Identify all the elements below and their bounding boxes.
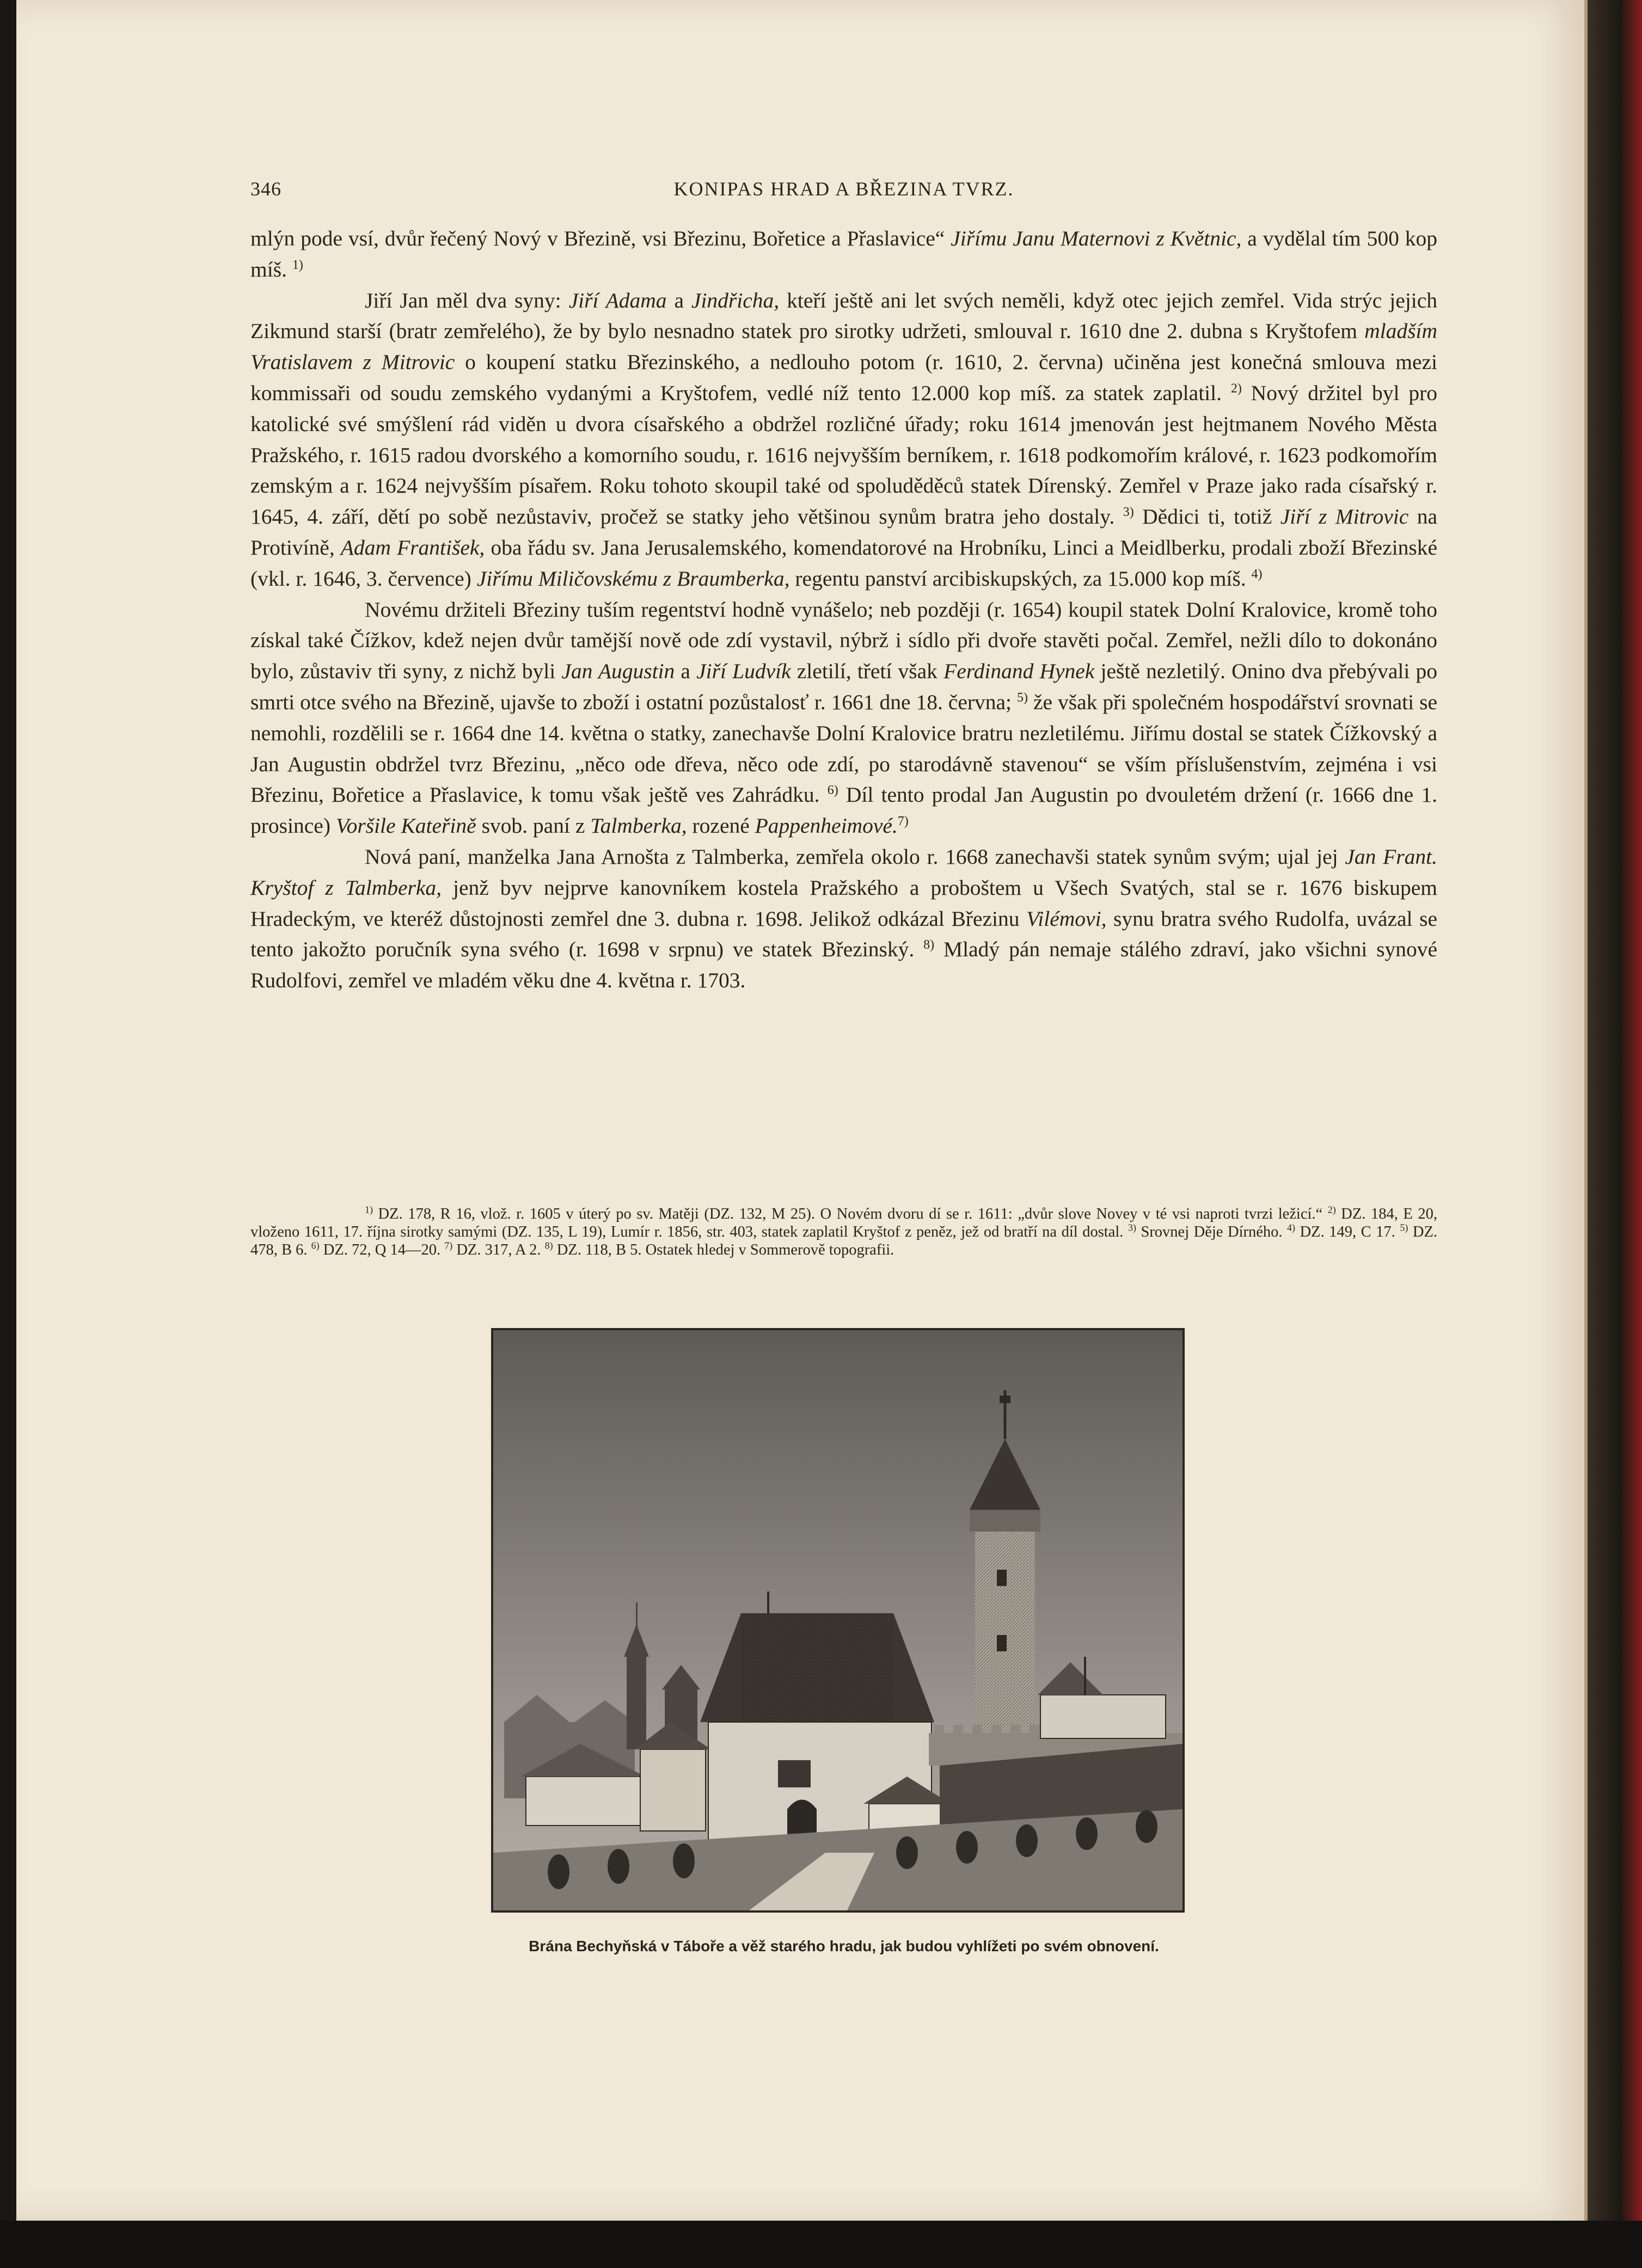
- body-paragraph: [250, 285, 1437, 594]
- italic-name: Jiří Adama: [568, 288, 667, 312]
- scan-bottom-edge: [0, 2221, 1642, 2268]
- footnote-marker: 1): [365, 1204, 373, 1215]
- footnotes: [250, 1205, 1437, 1259]
- text-run: rozené: [687, 814, 755, 838]
- footnote-marker: 3): [1128, 1222, 1136, 1233]
- footnote-marker: 2): [1230, 381, 1242, 396]
- book-page: [16, 0, 1588, 2221]
- text-run: kteří ještě ani let svých neměli, když otec jejich zemřel. Vida strýc jejich Zikmund starší (bratr zemřelého), že by bylo nesnadno statek pro sirotky udržeti, smlouval r. 1610 dne 2. dubna s Kryštofem: [250, 288, 1437, 343]
- text-run: na Protivíně,: [250, 505, 1437, 560]
- body-paragraph: [250, 594, 1437, 841]
- text-run: že však při společném hospodářství srovnati se nemohli, rozdělili se r. 1664 dne 14. května o statky, zanechavše Dolní Kralovice bratru nezletilému. Jiřímu dostal se statek Čížkovský a Jan Augustin obdržel tvrz Březinu, „něco ode dřeva, něco ode zdí, po starodávně stavenou“ se vším příslušenstvím, zejména i vsi Březinu, Bořetice a Přaslavice, k tomu však ještě ves Zahrádku.: [250, 690, 1437, 807]
- italic-name: Vilémovi,: [1026, 906, 1107, 931]
- text-run: Mladý pán nemaje stálého zdraví, jako všichni synové Rudolfovi, zemřel ve mladém věku dne 4. května r. 1703.: [250, 937, 1437, 993]
- text-run: regentu panství arcibiskupských, za 15.000 kop míš.: [789, 566, 1252, 591]
- italic-name: Jiří z Mitrovic: [1280, 505, 1409, 529]
- engraving-bechyne-gate-tower: [493, 1330, 1183, 1910]
- footnote-marker: 7): [897, 814, 909, 828]
- italic-name: Jan Frant. Kryštof z Talmberka,: [250, 844, 1437, 900]
- footnote-marker: 6): [827, 783, 838, 798]
- footnote-paragraph: [250, 1205, 1437, 1259]
- text-run: svob. paní z: [476, 814, 591, 838]
- footnote-marker: 8): [544, 1240, 553, 1251]
- text-run: Dědici ti, totiž: [1134, 505, 1280, 529]
- text-run: DZ. 478, B 6.: [250, 1224, 1437, 1258]
- italic-name: Jiřímu Janu Maternovi z Květnic,: [951, 226, 1242, 250]
- running-title: KONIPAS HRAD A BŘEZINA TVRZ.: [673, 178, 1014, 200]
- footnote-marker: 4): [1287, 1222, 1296, 1233]
- text-run: oba řádu sv. Jana Jerusalemského, komendatorové na Hrobníku, Linci a Meidlberku, prodali zboží Březinské (vkl. r. 1646, 3. července): [250, 535, 1437, 591]
- italic-name: Jiřímu Miličovskému z Braumberka,: [476, 566, 790, 591]
- text-run: Novému držiteli Březiny tuším regentství hodně vynášelo; neb později (r. 1654) koupil statek Dolní Kralovice, kromě toho získal také Čížkov, kdež nejen dvůr tamější nově ode zdí vystavil, nýbrž i sídlo při dvoře stavěti počal. Zemřel, nežli dílo to dokonáno bylo, zůstaviv tři syny, z nichž byli: [250, 597, 1437, 684]
- text-run: a: [675, 659, 697, 684]
- page-number: 346: [250, 178, 281, 200]
- text-run: DZ. 317, A 2.: [452, 1241, 545, 1258]
- page-header: [250, 177, 1437, 210]
- italic-name: Ferdinand Hynek: [943, 659, 1095, 684]
- text-run: zletilí, třetí však: [791, 659, 944, 684]
- footnote-marker: 5): [1400, 1222, 1408, 1233]
- text-run: jenž byv nejprve kanovníkem kostela Pražského a proboštem u Všech Svatých, stal se r. 1676 biskupem Hradeckým, ve kteréž důstojnosti zemřel dne 3. dubna r. 1698. Jelikož odkázal Březinu: [250, 875, 1437, 931]
- text-run: Jiří Jan měl dva syny:: [365, 288, 569, 312]
- text-run: DZ. 149, C 17.: [1295, 1224, 1400, 1240]
- text-run: a: [666, 288, 691, 312]
- figure-caption: Brána Bechyňská v Táboře a věž starého hradu, jak budou vyhlížeti po svém obnovení.: [529, 1938, 1159, 1954]
- footnote-marker: 3): [1123, 505, 1134, 520]
- italic-name: Talmberka,: [590, 814, 687, 838]
- italic-name: Jan Augustin: [561, 659, 675, 684]
- book-page-edge: [1588, 0, 1642, 2268]
- text-run: DZ. 178, R 16, vlož. r. 1605 v úterý po sv. Matěji (DZ. 132, M 25). O Novém dvoru dí se r. 1611: „dvůr slove Novey v té vsi naproti tvrzi ležicí.“: [373, 1206, 1328, 1222]
- text-run: Srovnej Děje Dírného.: [1136, 1224, 1288, 1240]
- footnote-marker: 2): [1327, 1204, 1336, 1215]
- footnote-marker: 8): [923, 938, 935, 952]
- figure-engraving: [491, 1328, 1185, 1913]
- italic-name: Pappenheimové.: [755, 814, 898, 838]
- text-run: synu bratra svého Rudolfa, uvázal se tento jakožto poručník syna svého (r. 1698 v srpnu) ve statek Březinský.: [250, 906, 1437, 962]
- text-run: Nový držitel byl pro katolické své smýšlení rád viděn u dvora císařského a obdržel rozličné úřady; roku 1614 jmenován jest hejtmanem Nového Města Pražského, r. 1615 radou dvorského a komorního soudu, r. 1616 nejvyšším berníkem, r. 1618 podkomořím králové, r. 1623 podkomořím zemským a r. 1624 nejvyšším písařem. Roku tohoto skoupil také od spoluděděců statek Dírenský. Zemřel v Praze jako rada císařský r. 1645, 4. září, dětí po sobě nezůstaviv, pročež se statky jeho většinou synům bratra jeho dostaly.: [250, 380, 1437, 529]
- italic-name: Voršile Kateřině: [335, 814, 476, 838]
- text-run: Nová paní, manželka Jana Arnošta z Talmberka, zemřela okolo r. 1668 zanechavši statek synům svým; ujal jej: [365, 844, 1345, 869]
- text-run: DZ. 184, E 20, vloženo 1611, 17. října sirotky samými (DZ. 135, L 19), Lumír r. 1856, str. 403, statek zaplatil Kryštof z peněz, jež od bratří na díl dostal.: [250, 1206, 1437, 1240]
- text-run: ještě nezletilý. Onino dva přebývali po smrti otce svého na Březině, ujavše to zboží i ostatní pozůstalosť r. 1661 dne 18. června;: [250, 659, 1437, 714]
- body-paragraph: [250, 223, 1437, 285]
- text-run: o koupení statku Březinského, a nedlouho potom (r. 1610, 2. června) učiněna jest konečná smlouva mezi kommissaři od soudu zemského vydanými a Kryštofem, vedlé níž tento 12.000 kop míš. za statek zaplatil.: [250, 350, 1437, 405]
- italic-name: Jindřicha,: [691, 288, 780, 312]
- italic-name: Jiří Ludvík: [696, 659, 791, 684]
- text-run: Díl tento prodal Jan Augustin po dvouletém držení (r. 1666 dne 1. prosince): [250, 783, 1437, 838]
- footnote-marker: 6): [311, 1240, 320, 1251]
- italic-name: mladším Vratislavem z Mitrovic: [250, 319, 1437, 374]
- body-paragraph: [250, 841, 1437, 996]
- footnote-marker: 5): [1017, 690, 1028, 705]
- body-text: [250, 223, 1437, 996]
- text-run: mlýn pode vsí, dvůr řečený Nový v Březině, vsi Březinu, Bořetice a Přaslavice“: [250, 226, 951, 250]
- footnote-marker: 7): [444, 1240, 453, 1251]
- text-run: DZ. 118, B 5. Ostatek hledej v Sommerově topografii.: [553, 1241, 894, 1258]
- footnote-marker: 1): [292, 257, 303, 272]
- text-run: a vydělal tím 500 kop míš.: [250, 226, 1438, 281]
- footnote-marker: 4): [1251, 567, 1263, 581]
- italic-name: Adam František,: [340, 535, 485, 560]
- text-run: DZ. 72, Q 14—20.: [319, 1241, 445, 1258]
